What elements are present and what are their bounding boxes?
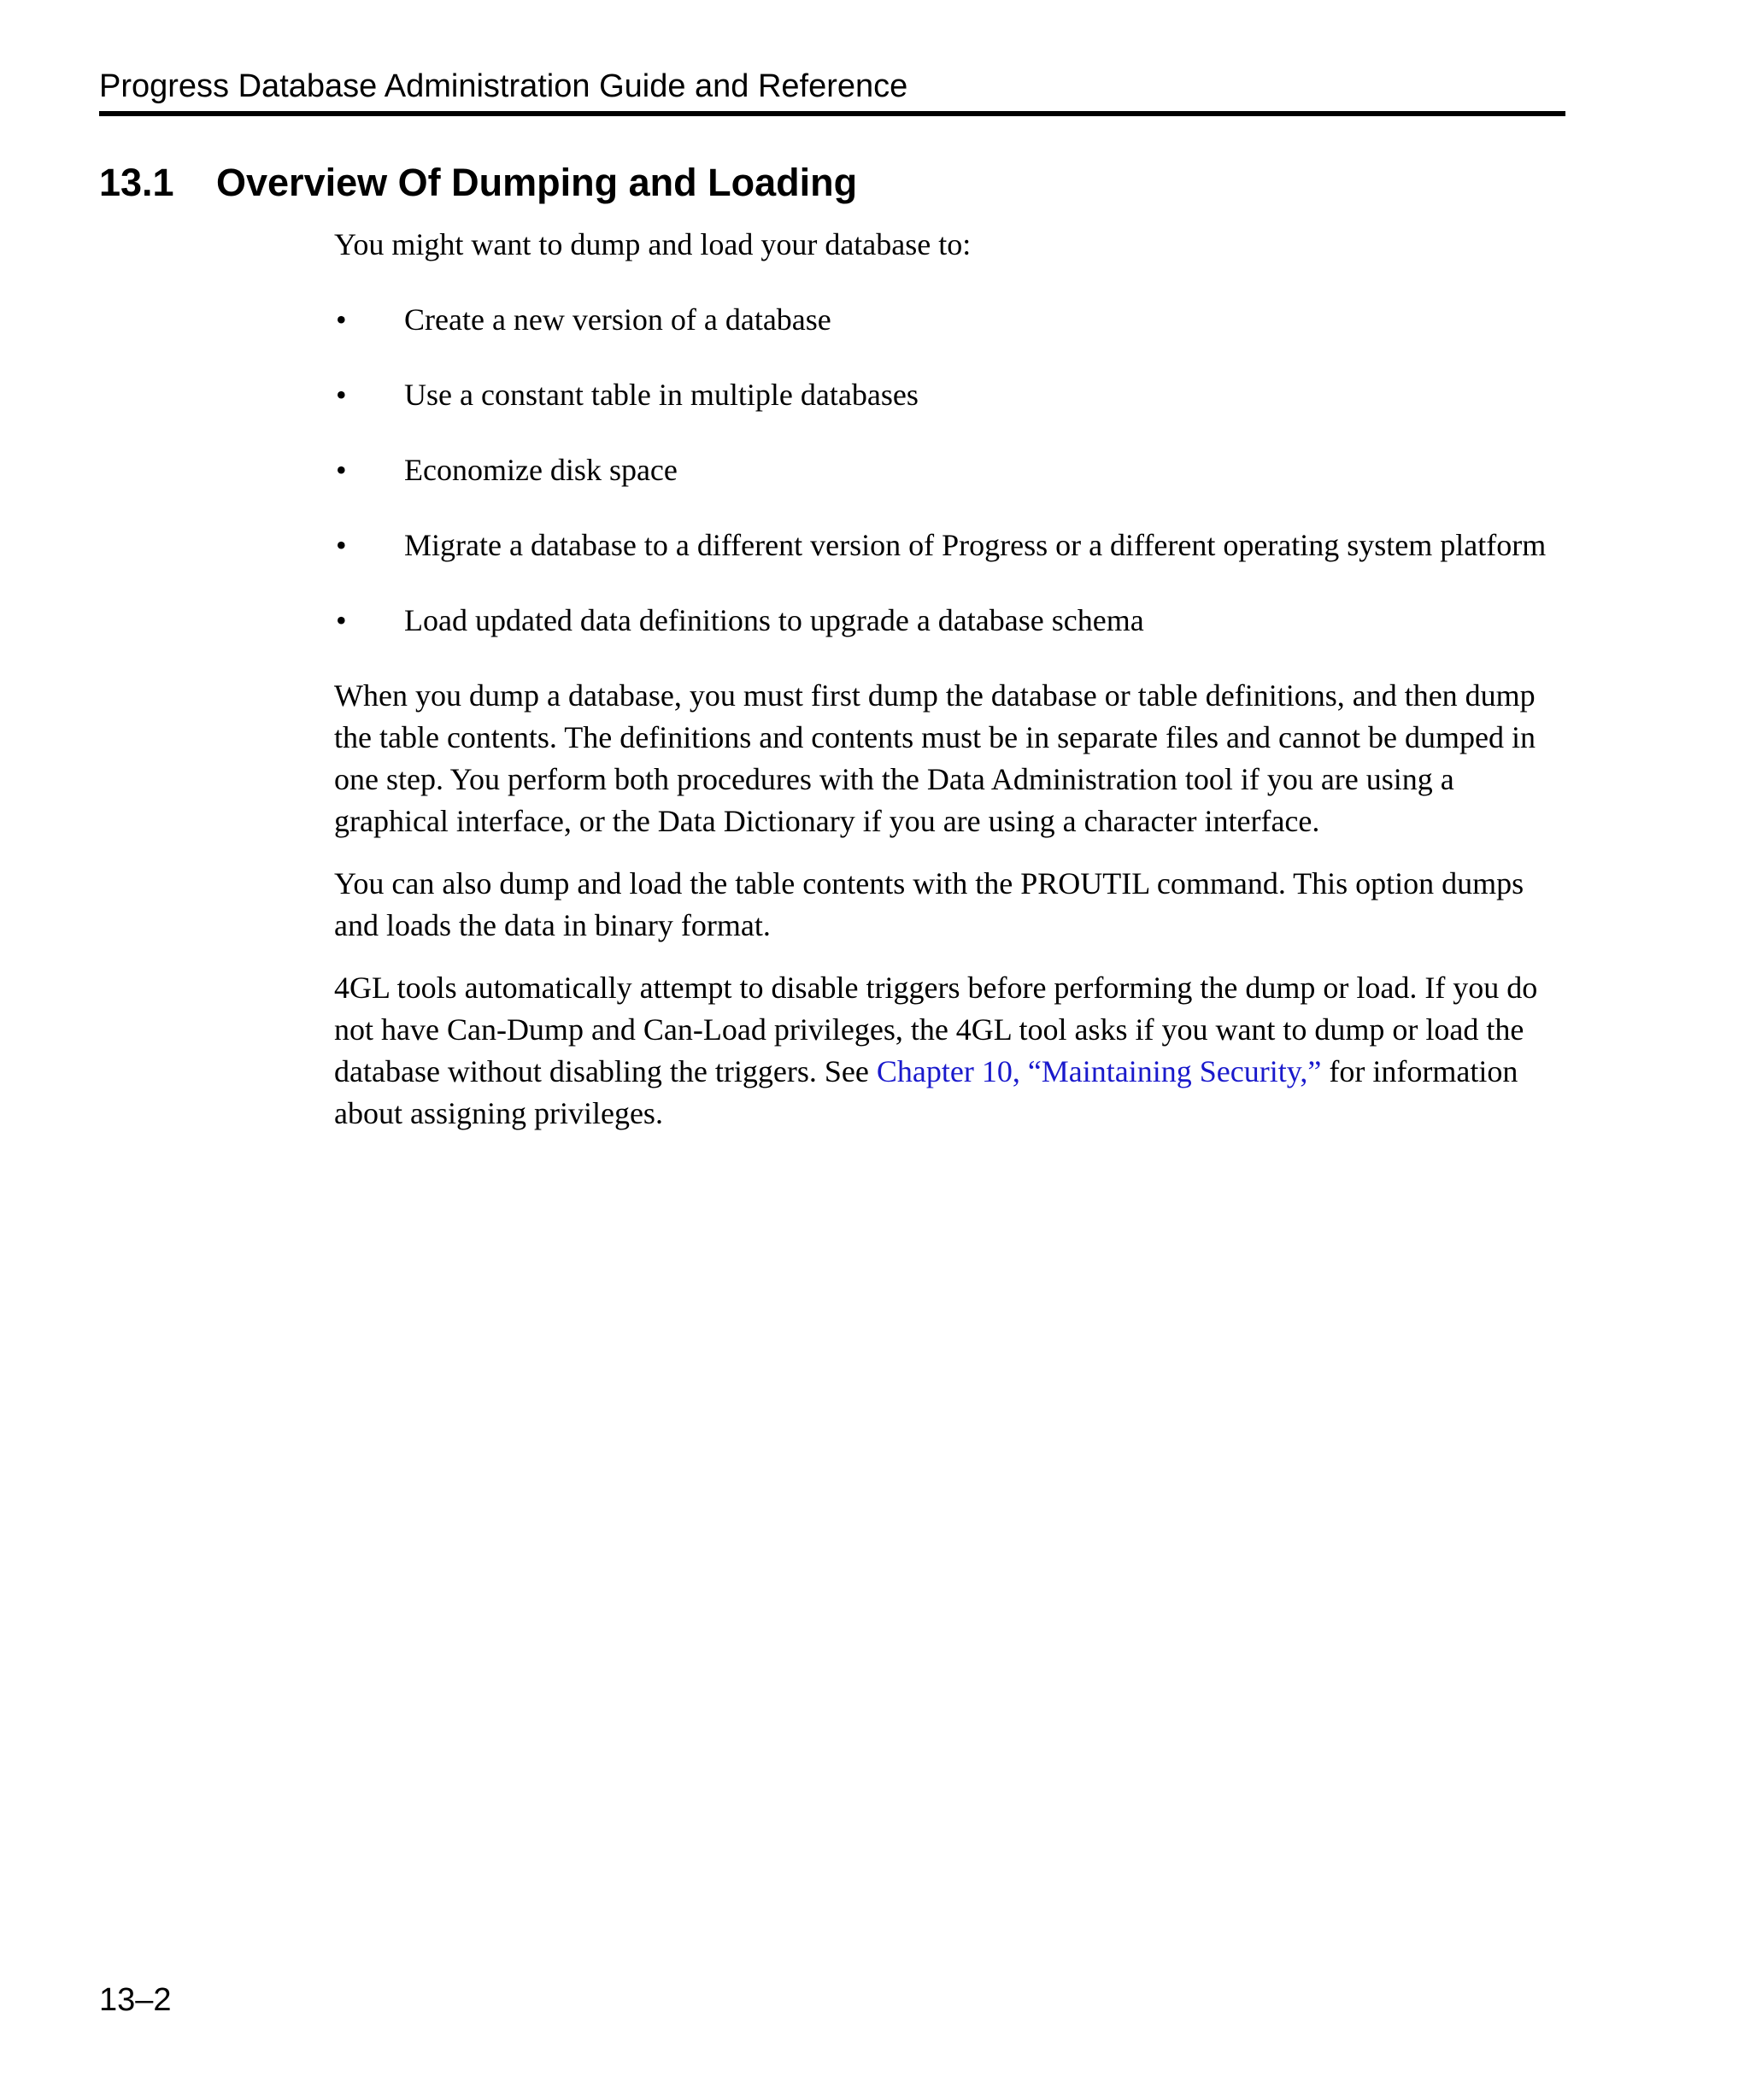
bullet-icon: • [336, 302, 347, 337]
proutil-paragraph: You can also dump and load the table contents with the PROUTIL command. This option dumps and loads the data in binary format. [334, 866, 1524, 942]
list-item-text: Migrate a database to a different version of Progress or a different operating system platform [404, 528, 1547, 562]
triggers-text-end: for information about assigning privileges. [334, 1054, 1518, 1130]
list-item [334, 449, 1573, 491]
maintaining-security-link[interactable]: Chapter 10, “Maintaining Security,” [876, 1054, 1322, 1088]
triggers-text-start: 4GL tools automatically attempt to disable triggers before performing the dump or load. If you do not have Can-Dump and Can-Load privileges, the 4GL tool asks if you want to dump or load the database without disabling the triggers. See [334, 971, 1538, 1088]
bullet-icon: • [336, 453, 347, 487]
page-header [99, 67, 1565, 116]
list-item-text: Use a constant table in multiple databases [404, 378, 919, 412]
section-title: Overview Of Dumping and Loading [216, 161, 858, 204]
list-item-text: Create a new version of a database [404, 302, 831, 337]
list-item-text: Economize disk space [404, 453, 678, 487]
bullet-icon: • [336, 603, 347, 637]
intro-paragraph: You might want to dump and load your database to: [334, 227, 972, 261]
running-head-title: Progress Database Administration Guide and Reference [99, 68, 908, 104]
list-item [334, 374, 1573, 416]
bullet-icon: • [336, 378, 347, 412]
dump-procedure-paragraph: When you dump a database, you must first dump the database or table definitions, and then dump the table contents. The definitions and contents must be in separate files and cannot be dumped in one step. You perform both procedures with the Data Administration tool if you are using a graphical interface, or the Data Dictionary if you are using a character interface. [334, 678, 1536, 838]
section-heading [99, 157, 857, 208]
section-number: 13.1 [99, 161, 174, 204]
bullet-icon: • [336, 528, 347, 562]
list-item-text: Load updated data definitions to upgrade a database schema [404, 603, 1144, 637]
reasons-list [334, 299, 1573, 642]
list-item [334, 299, 1573, 341]
list-item [334, 600, 1573, 642]
list-item [334, 525, 1573, 566]
section-content [334, 224, 1573, 1155]
triggers-paragraph [334, 967, 1573, 1135]
page-number: 13–2 [99, 1982, 172, 2018]
